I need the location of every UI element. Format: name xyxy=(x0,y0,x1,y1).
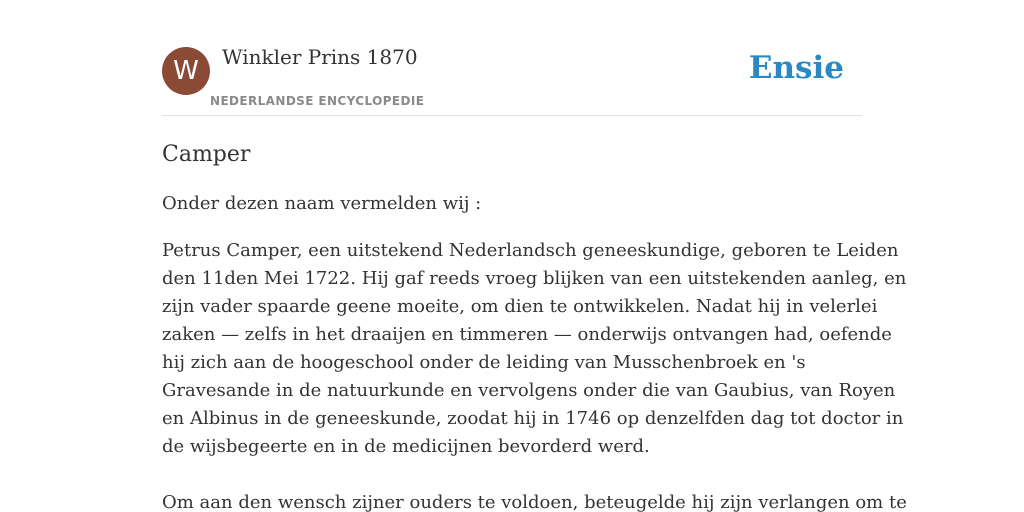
paragraph-line: Petrus Camper, een uitstekend Nederlandsch geneeskundige, geboren te Leiden xyxy=(162,240,899,261)
paragraph-line: en Albinus in de geneeskunde, zoodat hij in 1746 op denzelfden dag tot doctor in xyxy=(162,408,904,429)
paragraph-2 xyxy=(162,489,907,512)
site-header xyxy=(162,0,862,116)
paragraph-line: den 11den Mei 1722. Hij gaf reeds vroeg blijken van een uitstekenden aanleg, en xyxy=(162,268,907,289)
paragraph-line: zijn vader spaarde geene moeite, om dien te ontwikkelen. Nadat hij in velerlei xyxy=(162,296,878,317)
avatar[interactable]: W xyxy=(162,47,210,95)
article-intro: Onder dezen naam vermelden wij : xyxy=(162,193,482,214)
paragraph-line: Gravesande in de natuurkunde en vervolgens onder die van Gaubius, van Royen xyxy=(162,380,896,401)
ensie-logo[interactable]: Ensie xyxy=(748,50,844,86)
paragraph-line: hij zich aan de hoogeschool onder de leiding van Musschenbroek en 's xyxy=(162,352,806,373)
paragraph-line: de wijsbegeerte en in de medicijnen bevorderd werd. xyxy=(162,436,650,457)
paragraph-line: zaken — zelfs in het draaijen en timmeren — onderwijs ontvangen had, oefende xyxy=(162,324,892,345)
work-subtitle: NEDERLANDSE ENCYCLOPEDIE xyxy=(210,94,425,108)
work-title[interactable]: Winkler Prins 1870 xyxy=(222,45,418,69)
paragraph-line: Om aan den wensch zijner ouders te voldoen, beteugelde hij zijn verlangen om te xyxy=(162,492,907,512)
paragraph-1 xyxy=(162,237,907,461)
article-title: Camper xyxy=(162,142,251,167)
article xyxy=(162,138,907,512)
